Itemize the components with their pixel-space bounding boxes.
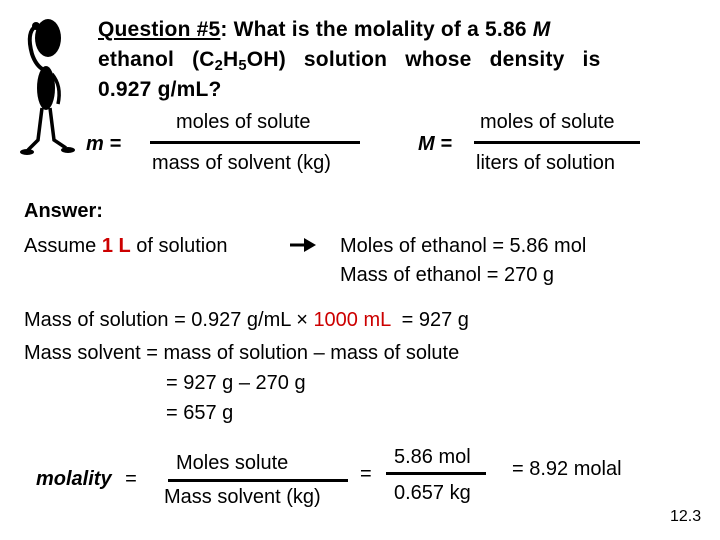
final-result: = 8.92 molal (512, 458, 622, 480)
subscript-5: 5 (238, 58, 247, 74)
question-line-3 (98, 78, 222, 102)
final-numerator: Moles solute (176, 452, 289, 474)
molarity-numerator: moles of solute (480, 111, 615, 133)
moles-ethanol-line: Moles of ethanol = 5.86 mol (340, 235, 587, 257)
molarity-formula-symbol (418, 133, 452, 156)
final-molality-label (36, 468, 137, 491)
mass-solvent-line-3: = 657 g (166, 402, 234, 424)
slide-number: 12.3 (670, 508, 702, 525)
molarity-denominator: liters of solution (476, 152, 615, 174)
subscript-2: 2 (214, 58, 224, 74)
question-line2-a: ethanol (C (98, 48, 215, 71)
assume-highlight: 1 L (101, 235, 131, 257)
answer-heading: Answer: (24, 200, 103, 222)
question-label: Question #5 (98, 18, 221, 41)
molarity-fraction-bar (474, 141, 640, 144)
molality-symbol: m = (86, 133, 122, 155)
molality-fraction-bar (150, 141, 360, 144)
value-denominator: 0.657 kg (394, 482, 471, 504)
molality-denominator: mass of solvent (kg) (152, 152, 331, 174)
question-line2-b: H (223, 48, 239, 71)
assume-prefix: Assume (24, 235, 102, 257)
value-fraction-bar (386, 472, 486, 475)
final-equals-1: = (125, 468, 137, 490)
assume-line (24, 235, 227, 258)
mass-ethanol-line: Mass of ethanol = 270 g (340, 264, 555, 286)
mass-solution-highlight: 1000 mL (313, 309, 391, 331)
final-denominator: Mass solvent (kg) (164, 486, 321, 508)
mass-solution-line (24, 309, 469, 332)
question-line-2 (98, 48, 600, 72)
thinking-figure-icon (18, 14, 78, 162)
right-arrow-icon (288, 236, 318, 254)
question-line3: 0.927 g/mL? (98, 78, 222, 101)
molality-formula-symbol (86, 133, 121, 156)
mass-solvent-line-2: = 927 g – 270 g (166, 372, 306, 394)
mass-solution-prefix: Mass of solution = 0.927 g/mL × (24, 309, 314, 331)
question-text: : What is the molality of a 5.86 (220, 18, 533, 41)
molarity-symbol: M (532, 18, 551, 41)
final-fraction-bar (168, 479, 348, 482)
molality-word: molality (36, 468, 112, 490)
final-equals-2: = (360, 463, 372, 485)
question-line2-c: OH) solution whose density is (246, 48, 601, 71)
question-line-1 (98, 18, 550, 42)
assume-suffix: of solution (130, 235, 228, 257)
molarity-symbol-formula: M = (418, 133, 452, 155)
value-numerator: 5.86 mol (394, 446, 471, 468)
mass-solution-suffix: = 927 g (390, 309, 469, 331)
mass-solvent-line-1: Mass solvent = mass of solution – mass of solute (24, 342, 460, 364)
molality-numerator: moles of solute (176, 111, 311, 133)
